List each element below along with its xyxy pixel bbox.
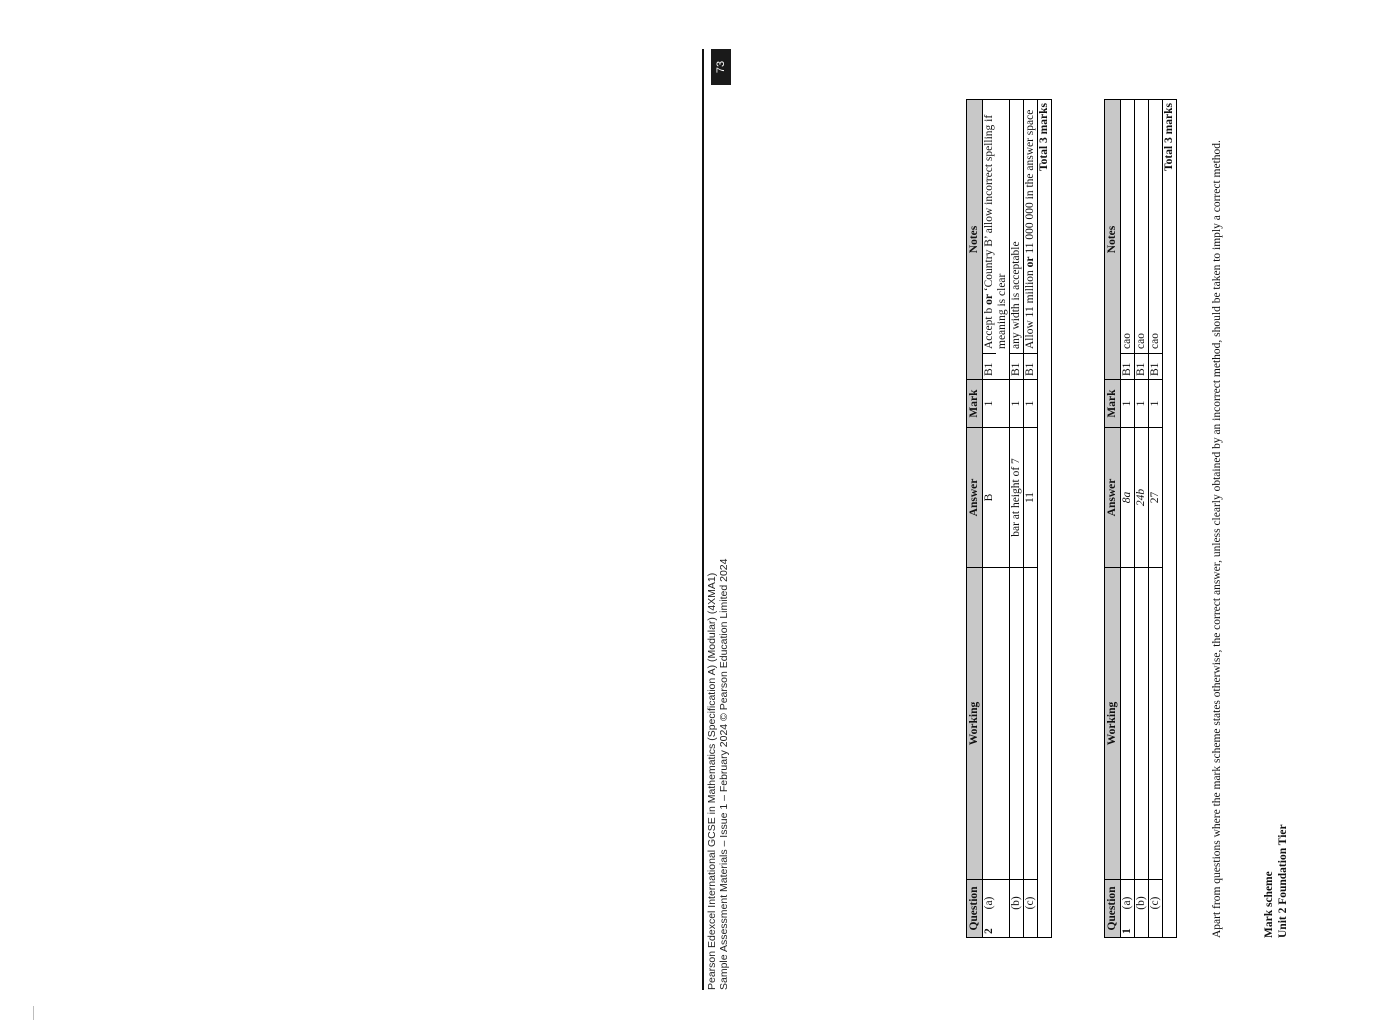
footer-line-1: Pearson Edexcel International GCSE in Mathematics (Specification A) (Modular) (4XMA1) (706, 572, 718, 990)
notes-cell (983, 100, 1010, 380)
note-text (983, 103, 1009, 353)
col-header-notes: Notes (1105, 100, 1121, 380)
question-number: 1 (1121, 928, 1133, 934)
question-cell (983, 880, 1010, 938)
working-cell (983, 568, 1010, 880)
notes-cell (1135, 100, 1149, 380)
mark-code: B1 (1121, 353, 1134, 379)
mark-code: B1 (1010, 353, 1023, 379)
col-header-working: Working (1105, 568, 1121, 880)
answer-cell: 27 (1149, 428, 1163, 568)
table-row (1149, 100, 1163, 938)
col-header-question: Question (967, 880, 983, 938)
table-row (1135, 100, 1149, 938)
working-cell (1121, 568, 1135, 880)
table-row (1121, 100, 1135, 938)
working-cell (1024, 568, 1038, 880)
question-cell (1135, 880, 1149, 938)
answer-cell: B (983, 428, 1010, 568)
margin-rule (33, 1006, 34, 1020)
total-row (1163, 100, 1177, 938)
page-subtitle: Mark scheme (1263, 871, 1275, 938)
question-part: (b) (1010, 896, 1022, 910)
notes-cell (1149, 100, 1163, 380)
notes-cell (1121, 100, 1135, 380)
question-part: (a) (983, 896, 995, 910)
answer-cell: 24b (1135, 428, 1149, 568)
note-text-pre: any width is acceptable (1010, 241, 1022, 349)
question-cell (1121, 880, 1135, 938)
question-part: (a) (1121, 896, 1133, 910)
working-cell (1135, 568, 1149, 880)
col-header-mark: Mark (1105, 380, 1121, 428)
working-cell (1010, 568, 1024, 880)
mark-cell: 1 (1024, 380, 1038, 428)
note-text-pre: Accept b (983, 304, 995, 349)
col-header-question: Question (1105, 880, 1121, 938)
note-text (1024, 110, 1037, 353)
mark-table-q1 (1104, 99, 1177, 938)
note-text-bold: or (1024, 256, 1036, 268)
total-marks: Total 3 marks (1038, 100, 1052, 938)
mark-table-q2 (966, 99, 1052, 938)
mark-cell: 1 (1121, 380, 1135, 428)
footer-line-2: Sample Assessment Materials – Issue 1 – February 2024 © Pearson Education Limited 2024 (718, 558, 730, 990)
table-row (983, 100, 1010, 938)
note-text-pre: Allow 11 million (1024, 267, 1036, 349)
question-part: (c) (1149, 896, 1161, 910)
footer-rule (702, 49, 704, 990)
mark-cell: 1 (1135, 380, 1149, 428)
total-marks: Total 3 marks (1163, 100, 1177, 938)
note-text-post: 11 000 000 in the answer space (1024, 109, 1036, 257)
mark-code: B1 (1135, 353, 1148, 379)
table-header-row (1105, 100, 1121, 938)
footer (706, 559, 730, 990)
table-row (1010, 100, 1024, 938)
question-cell (1024, 880, 1038, 938)
question-number: 2 (983, 928, 995, 934)
working-cell (1149, 568, 1163, 880)
mark-code: B1 (1149, 353, 1162, 379)
col-header-notes: Notes (967, 100, 983, 380)
question-cell (1010, 880, 1024, 938)
answer-cell: 11 (1024, 428, 1038, 568)
mark-cell: 1 (1010, 380, 1024, 428)
note-text (1010, 241, 1023, 353)
question-cell (1149, 880, 1163, 938)
mark-code: B1 (983, 353, 996, 379)
table-row (1024, 100, 1038, 938)
intro-text: Apart from questions where the mark scheme states otherwise, the correct answer, unless clearly obtained by an incorrect method, should be taken to imply a correct method. (1211, 140, 1223, 938)
mark-cell: 1 (1149, 380, 1163, 428)
col-header-answer: Answer (1105, 428, 1121, 568)
note-text-post: ‘Country B’ allow incorrect spelling if meaning is clear (983, 114, 1008, 349)
page-number: 73 (711, 49, 731, 85)
note-text-bold: or (983, 294, 995, 305)
mark-cell: 1 (983, 380, 1010, 428)
col-header-answer: Answer (967, 428, 983, 568)
notes-cell (1010, 100, 1024, 380)
note-text: cao (1135, 333, 1147, 349)
rotated-page (700, 30, 1400, 990)
note-text: cao (1121, 333, 1133, 349)
question-part: (b) (1135, 896, 1147, 910)
table-header-row (967, 100, 983, 938)
total-row (1038, 100, 1052, 938)
notes-cell (1024, 100, 1038, 380)
page-title: Unit 2 Foundation Tier (1277, 824, 1289, 938)
col-header-mark: Mark (967, 380, 983, 428)
col-header-working: Working (967, 568, 983, 880)
note-text: cao (1149, 333, 1161, 349)
answer-cell: 8a (1121, 428, 1135, 568)
answer-cell: bar at height of 7 (1010, 428, 1024, 568)
mark-code: B1 (1024, 353, 1037, 379)
question-part: (c) (1024, 896, 1036, 910)
